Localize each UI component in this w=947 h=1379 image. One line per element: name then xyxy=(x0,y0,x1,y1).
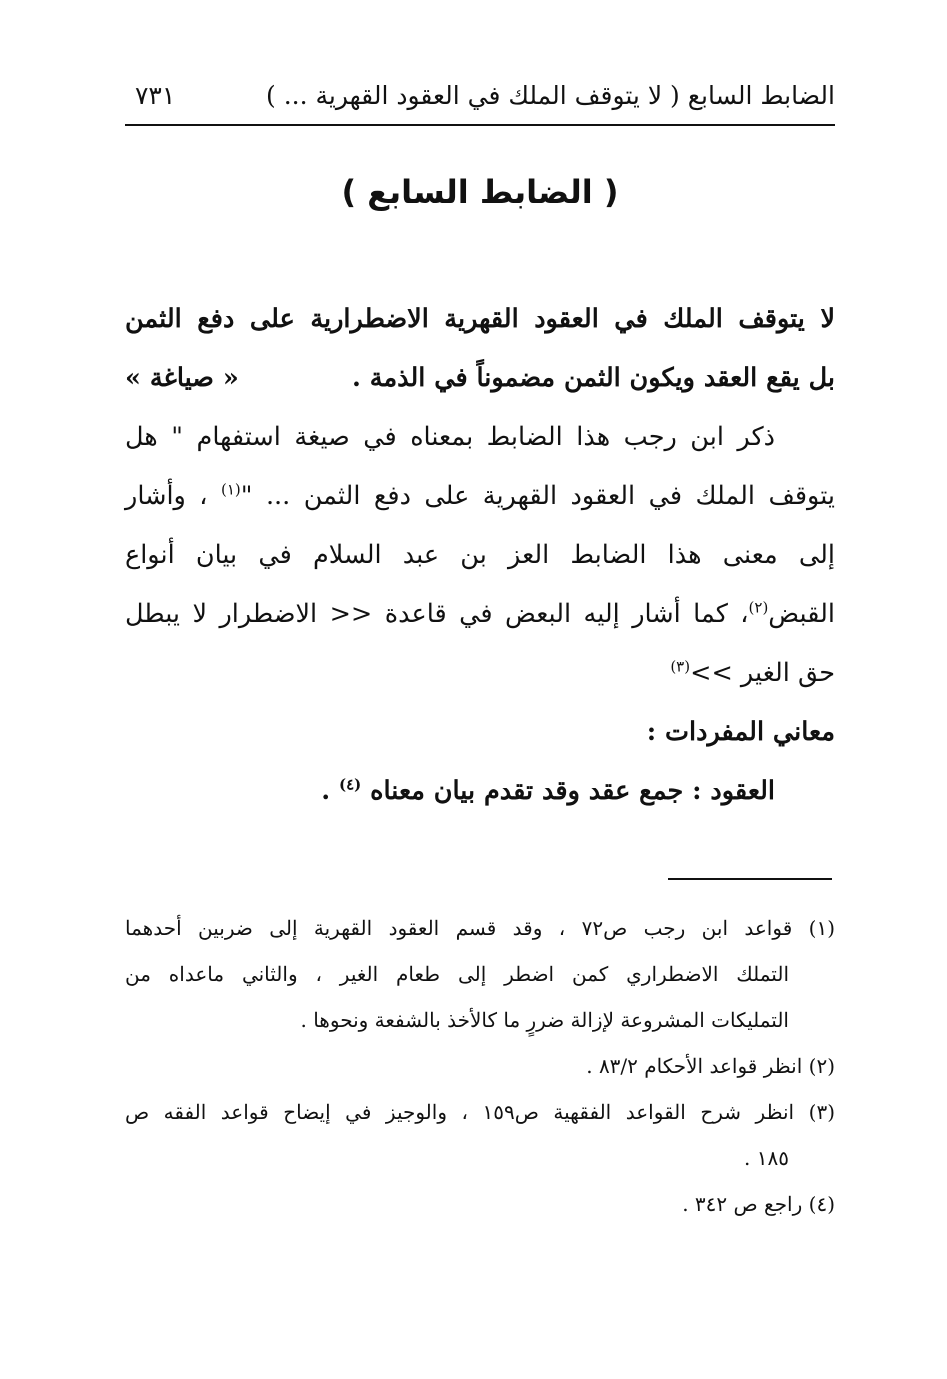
vocabulary-line-1-text: العقود : جمع عقد وقد تقدم بيان معناه xyxy=(370,776,775,806)
paragraph-line-2-end: ، وأشار xyxy=(125,481,208,511)
rule-statement-line-1: لا يتوقف الملك في العقود القهرية الاضطرارية على دفع الثمن xyxy=(125,304,835,334)
paragraph-line-4-start: القبض xyxy=(768,599,835,629)
footnote-1-line-1: (١) قواعد ابن رجب ص٧٢ ، وقد قسم العقود القهرية إلى ضربين أحدهما xyxy=(125,916,835,940)
paragraph-line-2 xyxy=(125,467,835,526)
footnote-4: (٤) راجع ص ٣٤٢ . xyxy=(682,1192,835,1216)
footnote-3-line-1: (٣) انظر شرح القواعد الفقهية ص١٥٩ ، والوجيز في إيضاح قواعد الفقه ص xyxy=(125,1100,835,1124)
page-number: ٧٣١ xyxy=(135,81,176,110)
footnote-1-line-2: التملك الاضطراري كمن اضطر إلى طعام الغير ، والثاني ماعداه من xyxy=(125,962,789,986)
paragraph-line-2-text: يتوقف الملك في العقود القهرية على دفع الثمن ... " xyxy=(240,481,836,511)
vocabulary-line-1-end: . xyxy=(321,776,331,806)
paragraph-line-3: إلى معنى هذا الضابط العز بن عبد السلام في بيان أنواع xyxy=(125,540,835,570)
footnote-ref-4: (٤) xyxy=(338,775,362,794)
footnote-ref-2: (٢) xyxy=(748,598,769,617)
vocabulary-heading: معاني المفردات : xyxy=(646,717,835,747)
footnotes xyxy=(125,905,835,1227)
body-text xyxy=(125,290,835,821)
footnote-3-line-2: ١٨٥ . xyxy=(744,1146,789,1170)
rule-statement-line-2 xyxy=(125,349,835,408)
header-rule xyxy=(125,124,835,126)
paragraph-line-5 xyxy=(125,644,835,703)
footnote-separator xyxy=(668,878,832,880)
paragraph-line-4-text: ، كما أشار إليه البعض في قاعدة << الاضطرار لا يبطل xyxy=(125,599,749,629)
vocabulary-line-1 xyxy=(125,762,835,821)
formulation-tag: « صياغة » xyxy=(125,363,239,393)
footnote-ref-1: (١) xyxy=(220,480,241,499)
footnote-2: (٢) انظر قواعد الأحكام ٨٣/٢ . xyxy=(586,1054,835,1078)
footnote-ref-3: (٣) xyxy=(670,657,691,676)
paragraph-line-4 xyxy=(125,585,835,644)
rule-statement-text: بل يقع العقد ويكون الثمن مضموناً في الذمة . xyxy=(352,363,835,393)
running-title: الضابط السابع ( لا يتوقف الملك في العقود القهرية ... ) xyxy=(266,81,835,110)
section-heading: ( الضابط السابع ) xyxy=(341,173,619,211)
paragraph-line-5-text: حق الغير >> xyxy=(690,658,835,688)
footnote-1-line-3: التمليكات المشروعة لإزالة ضررٍ ما كالأخذ بالشفعة ونحوها . xyxy=(300,1008,789,1032)
running-header xyxy=(125,76,835,116)
paragraph-line-1: ذكر ابن رجب هذا الضابط بمعناه في صيغة استفهام " هل xyxy=(125,422,775,452)
